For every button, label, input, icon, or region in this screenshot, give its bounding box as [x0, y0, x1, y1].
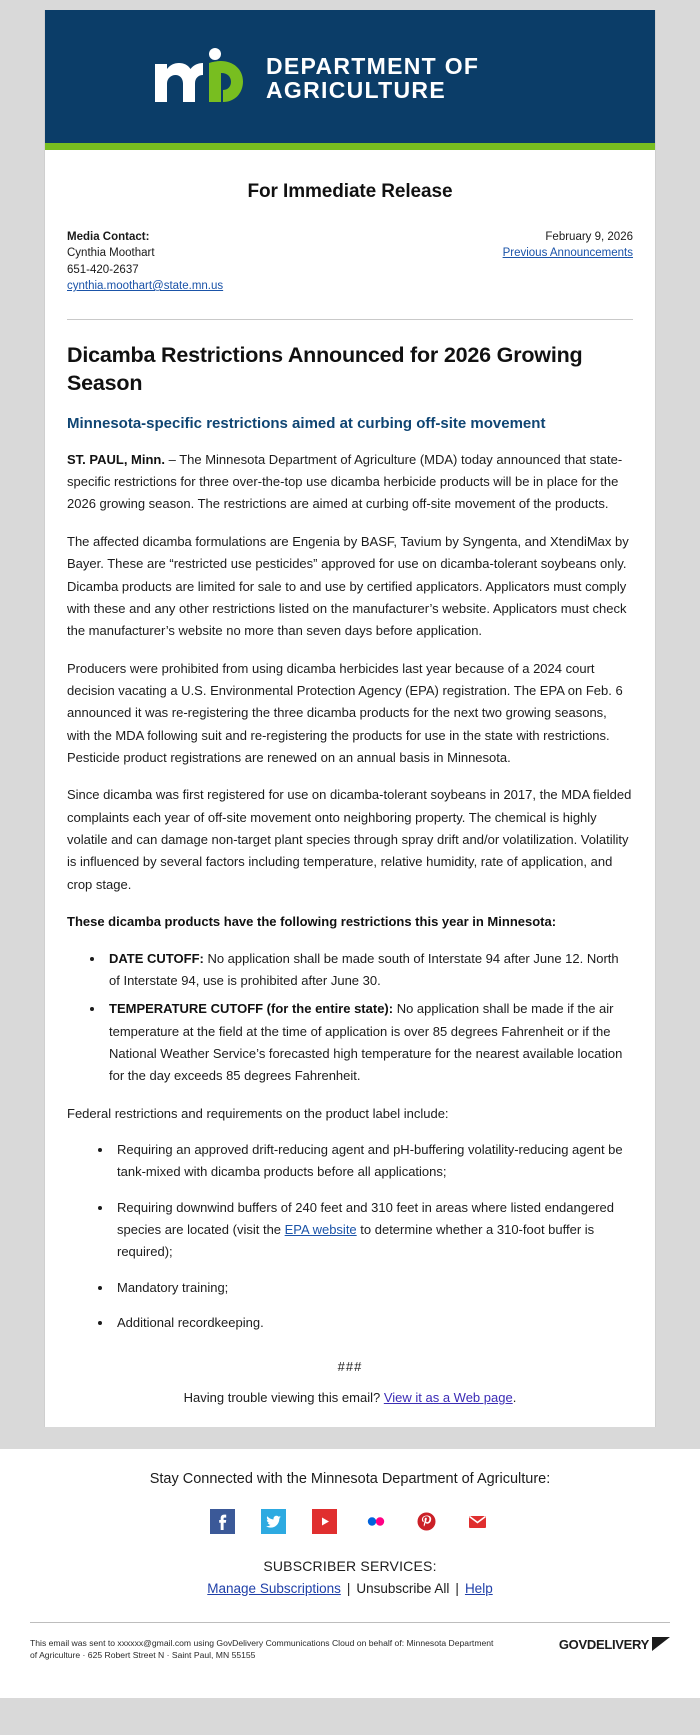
section-gap: [0, 1427, 700, 1449]
mn-logo-icon: [153, 48, 249, 109]
paragraph-lead-text: – The Minnesota Department of Agriculture (MDA) today announced that state-specific restrictions for three over-the-top use dicamba herbicide products will be in place for the 2026 growing season. The restrictions are aimed at curbing off-site movement of the products.: [67, 451, 623, 512]
govdelivery-wordmark: GOVDELIVERY: [558, 1636, 649, 1652]
mn-restrictions-intro: [67, 911, 633, 933]
mn-restrictions-list: [67, 948, 633, 1088]
previous-announcements-link[interactable]: Previous Announcements: [502, 247, 633, 260]
header-divider: [67, 319, 633, 320]
paragraph-history: Since dicamba was first registered for use on dicamba-tolerant soybeans in 2017, the MDA fielded complaints each year of off-site movement onto neighboring property. The chemical is highly volatile and can damage non-target plant species through spray drift and/or volatilization. Volatility is influenced by several factors including temperature, relative humidity, rate of application, and crop stage.: [67, 787, 632, 892]
unsubscribe-all-link[interactable]: Unsubscribe All: [356, 1580, 450, 1596]
mn-restriction-label: TEMPERATURE CUTOFF (for the entire state):: [109, 1001, 394, 1017]
govdelivery-mark-icon: [652, 1637, 670, 1651]
green-divider: [45, 143, 655, 150]
epa-website-link[interactable]: EPA website: [284, 1222, 357, 1238]
footer: [0, 1449, 700, 1699]
help-link[interactable]: Help: [464, 1580, 493, 1596]
federal-restrictions-intro: Federal restrictions and requirements on the product label include:: [67, 1105, 449, 1121]
twitter-icon[interactable]: [261, 1509, 286, 1534]
dateline: ST. PAUL, Minn.: [67, 451, 165, 467]
media-contact-email-link[interactable]: cynthia.moothart@state.mn.us: [67, 279, 224, 292]
legal-text: This email was sent to xxxxxx@gmail.com using GovDelivery Communications Cloud on behalf of: Minnesota Department of Agriculture · 625 Robert Street N · Saint Paul, MN 55155: [30, 1637, 494, 1661]
media-contact-label: Media Contact:: [67, 231, 150, 243]
buffer-text-post: to determine whether a 310-foot buffer is required);: [117, 1222, 595, 1260]
list-item: [113, 1197, 633, 1264]
pinterest-icon[interactable]: [414, 1509, 439, 1534]
mn-restriction-text: No application shall be made if the air temperature at the field at the time of application is over 85 degrees Fahrenheit or if the National Weather Service’s forecasted high temperature for the nearest available location for the day exceeds 85 degrees Fahrenheit.: [109, 1001, 623, 1084]
subscriber-services-title: SUBSCRIBER SERVICES:: [263, 1557, 437, 1574]
facebook-icon[interactable]: [210, 1509, 235, 1534]
page-title: Dicamba Restrictions Announced for 2026 Growing Season: [67, 343, 583, 395]
federal-restrictions-list: [67, 1139, 633, 1335]
link-separator-1: |: [346, 1580, 351, 1596]
release-meta: [67, 229, 633, 294]
trouble-text: Having trouble viewing this email?: [183, 1389, 384, 1405]
mn-restriction-text: No application shall be made south of Interstate 94 after June 12. North of Interstate 94, use is prohibited after June 30.: [109, 950, 619, 988]
end-mark: ###: [337, 1358, 363, 1374]
trouble-period: .: [512, 1389, 517, 1405]
brand-title-line1: DEPARTMENT OF: [266, 52, 480, 79]
list-item: • Additional recordkeeping.: [113, 1312, 633, 1334]
release-title: For Immediate Release: [247, 181, 453, 202]
manage-subscriptions-link[interactable]: Manage Subscriptions: [207, 1580, 341, 1596]
buffer-text-pre: Requiring downwind buffers of 240 feet and 310 feet in areas where listed endangered species are located (visit the: [117, 1199, 614, 1238]
media-contact-block: [67, 229, 223, 294]
release-date-block: [503, 229, 633, 294]
flickr-icon[interactable]: [363, 1509, 388, 1534]
view-web-page-row: [67, 1390, 633, 1405]
email-card: [44, 10, 656, 1427]
list-item: [105, 948, 633, 993]
social-links: [0, 1509, 700, 1534]
brand-header: [45, 10, 655, 143]
link-separator-2: |: [455, 1580, 459, 1596]
mn-restriction-label: DATE CUTOFF:: [109, 950, 204, 966]
paragraph-producers: Producers were prohibited from using dicamba herbicides last year because of a 2024 court decision vacating a U.S. Environmental Protection Agency (EPA) registration. The EPA on Feb. 6 announced it was re-registering the three dicamba products for the next two growing seasons, with the MDA following suit and re-registering the products for use in the state with restrictions. Pesticide product registrations are renewed on an annual basis in Minnesota.: [67, 660, 623, 766]
subscriber-services-links: [0, 1581, 700, 1596]
paragraph-formulations: The affected dicamba formulations are Engenia by BASF, Tavium by Syngenta, and XtendiMax by Bayer. These are “restricted use pesticides” approved for use on dicamba-tolerant soybeans only. Dicamba products are limited for sale to and use by certified applicators. Applicators must comply with these and any other restrictions listed on the manufacturer’s website. Applicators must check the manufacturer’s website no more than seven days before application.: [67, 533, 629, 639]
list-item: [105, 998, 633, 1087]
media-contact-name: Cynthia Moothart: [67, 247, 155, 260]
legal-row: [0, 1623, 700, 1681]
page-subtitle: Minnesota-specific restrictions aimed at curbing off-site movement: [67, 414, 546, 432]
list-item: • Requiring an approved drift-reducing agent and pH-buffering volatility-reducing agent be tank-mixed with dicamba products before all applications;: [113, 1139, 633, 1184]
youtube-icon[interactable]: [312, 1509, 337, 1534]
mn-restrictions-intro-text: These dicamba products have the following restrictions this year in Minnesota:: [67, 914, 557, 930]
email-icon[interactable]: [465, 1509, 490, 1534]
brand-title-line2: AGRICULTURE: [266, 76, 446, 103]
media-contact-phone: 651-420-2637: [67, 263, 139, 276]
list-item: • Mandatory training;: [113, 1277, 633, 1299]
brand-title: [266, 52, 480, 103]
paragraph-lead: [67, 449, 633, 516]
govdelivery-logo: [559, 1637, 670, 1652]
release-date: February 9, 2026: [545, 231, 633, 243]
stay-connected-heading: Stay Connected with the Minnesota Department of Agriculture:: [149, 1470, 551, 1487]
view-as-web-page-link[interactable]: View it as a Web page: [383, 1389, 513, 1405]
email-page: [0, 10, 700, 1735]
